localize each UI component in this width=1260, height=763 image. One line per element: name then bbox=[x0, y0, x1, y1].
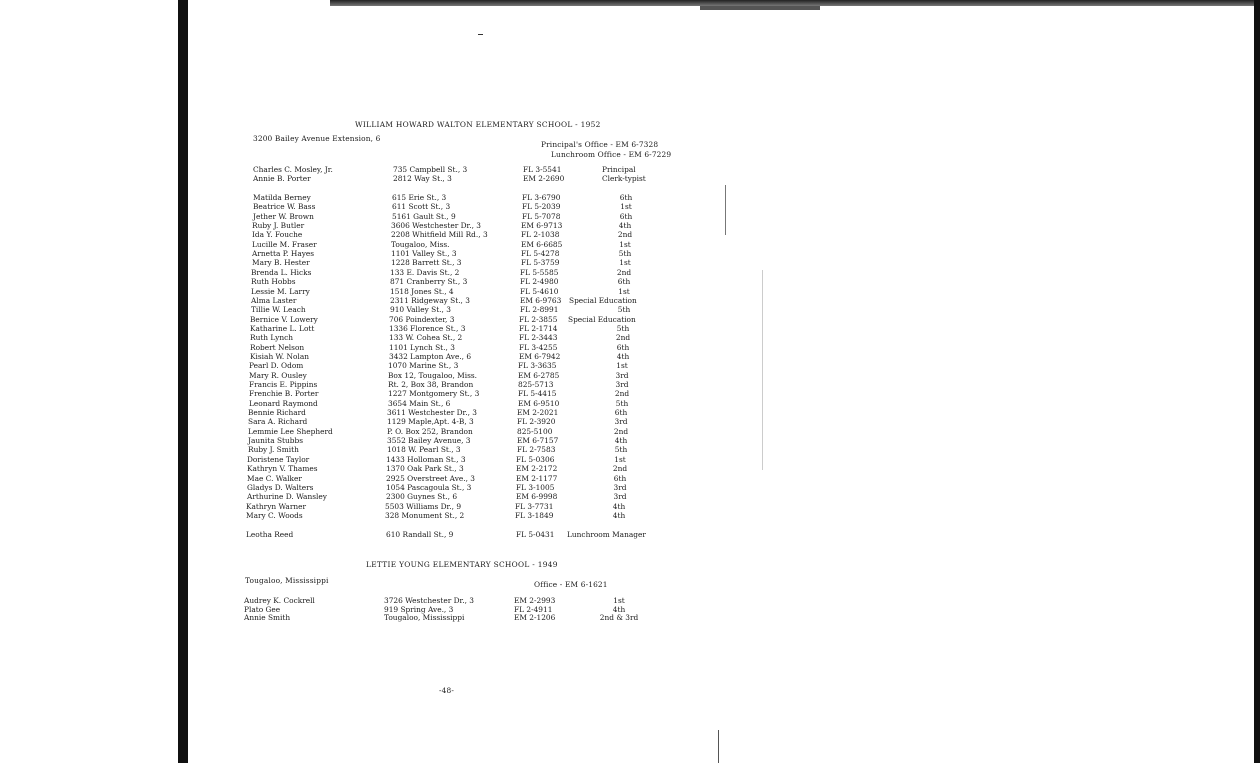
staff-address: 871 Cranberry St., 3 bbox=[390, 277, 468, 287]
staff-name: Sara A. Richard bbox=[248, 417, 308, 427]
table-row bbox=[0, 483, 760, 492]
staff-name: Annie B. Porter bbox=[253, 174, 311, 183]
staff-name: Ida Y. Fouche bbox=[252, 230, 303, 240]
staff-name: Tillie W. Leach bbox=[251, 305, 306, 315]
staff-phone: FL 2-4980 bbox=[520, 277, 559, 287]
staff-address: 1518 Jones St., 4 bbox=[390, 286, 454, 296]
staff-address: 2925 Overstreet Ave., 3 bbox=[386, 473, 475, 483]
staff-phone: EM 2-2021 bbox=[517, 408, 559, 418]
table-row bbox=[0, 455, 760, 464]
staff-phone: FL 3-5541 bbox=[523, 165, 562, 174]
table-row bbox=[0, 417, 760, 426]
staff-name: Ruth Hobbs bbox=[251, 277, 296, 287]
staff-name: Jether W. Brown bbox=[253, 211, 314, 221]
staff-name: Arthurine D. Wansley bbox=[247, 492, 327, 502]
staff-phone: FL 2-4911 bbox=[514, 604, 553, 614]
table-row bbox=[0, 352, 760, 361]
staff-phone: FL 5-0306 bbox=[516, 454, 555, 464]
table-row bbox=[0, 315, 760, 324]
table-row bbox=[0, 445, 760, 454]
staff-phone: FL 2-1038 bbox=[521, 230, 560, 240]
staff-address: Box 12, Tougaloo, Miss. bbox=[388, 370, 478, 380]
staff-phone: EM 6-9713 bbox=[521, 221, 563, 231]
table-row bbox=[0, 474, 760, 483]
table-row bbox=[0, 324, 760, 333]
table-row bbox=[0, 240, 760, 249]
staff-phone: FL 5-5585 bbox=[520, 267, 559, 277]
staff-address: 2812 Way St., 3 bbox=[393, 174, 452, 183]
table-row bbox=[0, 249, 760, 258]
staff-phone: EM 6-9510 bbox=[518, 398, 560, 408]
staff-phone: EM 6-7157 bbox=[517, 436, 559, 446]
staff-grade: 2nd bbox=[612, 464, 628, 474]
table-row bbox=[0, 221, 760, 230]
table-row bbox=[0, 408, 760, 417]
staff-address: Rt. 2, Box 38, Brandon bbox=[388, 380, 474, 389]
staff-name: Leonard Raymond bbox=[249, 398, 318, 408]
staff-address: 1370 Oak Park St., 3 bbox=[386, 464, 464, 474]
staff-name: Brenda L. Hicks bbox=[251, 267, 312, 277]
staff-phone: 825-5713 bbox=[518, 380, 554, 389]
staff-name: Kathryn Warner bbox=[246, 501, 307, 511]
staff-name: Audrey K. Cockrell bbox=[244, 596, 315, 605]
staff-address: 2311 Ridgeway St., 3 bbox=[390, 295, 470, 305]
staff-name: Gladys D. Walters bbox=[247, 482, 314, 492]
staff-grade: 4th bbox=[612, 510, 626, 520]
staff-address: 3432 Lampton Ave., 6 bbox=[389, 351, 472, 361]
table-row bbox=[0, 389, 760, 398]
staff-address: 610 Randall St., 9 bbox=[386, 530, 454, 539]
staff-address: 5503 Williams Dr., 9 bbox=[385, 501, 462, 511]
staff-phone: FL 3-1005 bbox=[516, 482, 555, 492]
staff-phone: EM 6-7942 bbox=[519, 351, 561, 361]
staff-grade: 5th bbox=[618, 249, 632, 259]
staff-address: 2300 Guynes St., 6 bbox=[386, 492, 458, 502]
staff-grade: 1st bbox=[613, 596, 625, 605]
staff-phone: FL 2-7583 bbox=[517, 445, 556, 455]
staff-grade: 1st bbox=[619, 239, 631, 249]
staff-grade: 1st bbox=[618, 286, 630, 296]
table-row bbox=[0, 511, 760, 520]
staff-grade: 6th bbox=[614, 408, 628, 418]
staff-name: Kathryn V. Thames bbox=[247, 464, 318, 474]
staff-grade: 2nd bbox=[616, 267, 632, 277]
staff-name: Pearl D. Odom bbox=[249, 361, 304, 371]
staff-phone: FL 5-4610 bbox=[520, 286, 559, 296]
page-number: -48- bbox=[439, 686, 454, 695]
staff-grade: 4th bbox=[614, 436, 628, 446]
staff-address: 919 Spring Ave., 3 bbox=[384, 604, 454, 614]
staff-address: 611 Scott St., 3 bbox=[392, 202, 451, 212]
staff-phone: FL 3-6790 bbox=[522, 193, 561, 202]
staff-phone: FL 5-7078 bbox=[522, 211, 561, 221]
school2-office-phone: Office - EM 6-1621 bbox=[534, 580, 608, 589]
staff-phone: FL 5-4278 bbox=[521, 249, 560, 259]
staff-grade: 2nd bbox=[614, 389, 630, 399]
staff-phone: EM 6-9998 bbox=[516, 492, 558, 502]
staff-name: Lessie M. Larry bbox=[251, 286, 310, 296]
staff-name: Arnetta P. Hayes bbox=[252, 249, 315, 259]
table-row bbox=[0, 174, 760, 183]
staff-address: 615 Erie St., 3 bbox=[392, 193, 447, 202]
staff-name: Jaunita Stubbs bbox=[248, 436, 304, 446]
staff-phone: FL 5-3759 bbox=[521, 258, 560, 268]
table-row bbox=[0, 502, 760, 511]
staff-phone: EM 6-2785 bbox=[518, 370, 560, 380]
staff-name: Bennie Richard bbox=[248, 408, 306, 418]
table-row bbox=[0, 305, 760, 314]
staff-grade: 5th bbox=[615, 398, 629, 408]
staff-address: 2208 Whitfield Mill Rd., 3 bbox=[391, 230, 488, 240]
staff-phone: FL 5-4415 bbox=[518, 389, 557, 399]
staff-role: Principal bbox=[602, 165, 636, 174]
staff-name: Mae C. Walker bbox=[247, 473, 302, 483]
table-row bbox=[0, 371, 760, 380]
staff-phone: FL 5-0431 bbox=[516, 530, 555, 539]
staff-address: 1336 Florence St., 3 bbox=[389, 323, 466, 333]
staff-phone: FL 2-3855 bbox=[519, 314, 558, 324]
staff-name: Charles C. Mosley, Jr. bbox=[253, 165, 333, 174]
staff-address: 1129 Maple,Apt. 4-B, 3 bbox=[387, 417, 474, 427]
table-row bbox=[0, 165, 760, 174]
staff-grade: 2nd bbox=[615, 333, 631, 343]
staff-name: Mary R. Ousley bbox=[249, 370, 307, 380]
staff-address: Tougaloo, Mississippi bbox=[384, 613, 465, 623]
staff-address: 328 Monument St., 2 bbox=[385, 510, 465, 520]
staff-grade: 6th bbox=[613, 473, 627, 483]
staff-grade: 3rd bbox=[613, 482, 627, 492]
table-row bbox=[0, 268, 760, 277]
staff-grade: 1st bbox=[614, 454, 626, 464]
staff-grade: 1st bbox=[620, 202, 632, 212]
lunchroom-office-phone: Lunchroom Office - EM 6-7229 bbox=[551, 150, 672, 159]
staff-address: 133 E. Davis St., 2 bbox=[390, 267, 460, 277]
table-row bbox=[0, 202, 760, 211]
staff-name: Kisiah W. Nolan bbox=[250, 351, 310, 361]
staff-name: Ruth Lynch bbox=[250, 333, 294, 343]
staff-grade: 3rd bbox=[615, 370, 629, 380]
table-row bbox=[0, 343, 760, 352]
principal-office-phone: Principal's Office - EM 6-7328 bbox=[541, 140, 659, 149]
staff-phone: EM 2-2993 bbox=[514, 596, 556, 605]
staff-address: 3552 Bailey Avenue, 3 bbox=[387, 436, 471, 446]
staff-grade: 6th bbox=[619, 211, 633, 221]
staff-address: 133 W. Cohea St., 2 bbox=[389, 333, 463, 343]
staff-phone: FL 3-7731 bbox=[515, 501, 554, 511]
staff-address: 3726 Westchester Dr., 3 bbox=[384, 596, 474, 605]
staff-name: Alma Laster bbox=[251, 295, 297, 305]
staff-name: Francis E. Pippins bbox=[249, 380, 318, 389]
school1-address: 3200 Bailey Avenue Extension, 6 bbox=[253, 134, 381, 143]
staff-role: Clerk-typist bbox=[602, 174, 646, 183]
staff-address: Tougaloo, Miss. bbox=[391, 239, 450, 249]
staff-grade: 2nd & 3rd bbox=[599, 613, 639, 623]
staff-phone: 825-5100 bbox=[517, 426, 553, 436]
staff-phone: EM 6-6685 bbox=[521, 239, 563, 249]
staff-phone: FL 3-3635 bbox=[518, 361, 557, 371]
table-row bbox=[0, 333, 760, 342]
staff-phone: EM 2-2690 bbox=[523, 174, 565, 183]
staff-grade: 4th bbox=[612, 604, 626, 614]
staff-grade: Special Education bbox=[568, 314, 636, 324]
staff-address: 1018 W. Pearl St., 3 bbox=[387, 445, 461, 455]
staff-role: Lunchroom Manager bbox=[567, 530, 646, 539]
staff-address: 3611 Westchester Dr., 3 bbox=[387, 408, 477, 418]
table-row bbox=[0, 399, 760, 408]
staff-grade: 5th bbox=[614, 445, 628, 455]
staff-name: Frenchie B. Porter bbox=[249, 389, 319, 399]
staff-grade: 6th bbox=[619, 193, 633, 202]
staff-phone: FL 2-3920 bbox=[517, 417, 556, 427]
staff-name: Ruby J. Smith bbox=[248, 445, 299, 455]
table-row bbox=[0, 361, 760, 370]
staff-phone: FL 3-4255 bbox=[519, 342, 558, 352]
staff-phone: FL 2-3443 bbox=[519, 333, 558, 343]
table-row bbox=[0, 380, 760, 389]
staff-name: Annie Smith bbox=[244, 613, 291, 623]
staff-name: Katharine L. Lott bbox=[250, 323, 315, 333]
staff-address: 1227 Montgomery St., 3 bbox=[388, 389, 480, 399]
table-row bbox=[0, 296, 760, 305]
table-row bbox=[0, 212, 760, 221]
staff-address: 706 Poindexter, 3 bbox=[389, 314, 455, 324]
staff-address: 735 Campbell St., 3 bbox=[393, 165, 468, 174]
staff-address: 3654 Main St., 6 bbox=[388, 398, 451, 408]
table-row bbox=[0, 230, 760, 239]
staff-grade: 6th bbox=[616, 342, 630, 352]
staff-name: Plato Gee bbox=[244, 604, 281, 614]
staff-name: Lemmie Lee Shepherd bbox=[248, 426, 333, 436]
staff-address: 3606 Westchester Dr., 3 bbox=[391, 221, 481, 231]
staff-phone: EM 2-1206 bbox=[514, 613, 556, 623]
table-row bbox=[0, 427, 760, 436]
staff-address: 1054 Pascagoula St., 3 bbox=[386, 482, 472, 492]
staff-grade: 2nd bbox=[617, 230, 633, 240]
staff-grade: 6th bbox=[617, 277, 631, 287]
school2-title: LETTIE YOUNG ELEMENTARY SCHOOL - 1949 bbox=[366, 560, 558, 569]
staff-name: Lucille M. Fraser bbox=[252, 239, 317, 249]
staff-address: 1101 Lynch St., 3 bbox=[389, 342, 455, 352]
staff-grade: Special Education bbox=[569, 295, 637, 305]
staff-name: Doristene Taylor bbox=[247, 454, 310, 464]
staff-address: 5161 Gault St., 9 bbox=[392, 211, 456, 221]
table-row bbox=[0, 613, 760, 622]
staff-grade: 3rd bbox=[615, 380, 629, 389]
staff-address: 910 Valley St., 3 bbox=[390, 305, 451, 315]
table-row bbox=[0, 530, 760, 539]
staff-phone: EM 2-2172 bbox=[516, 464, 558, 474]
table-row bbox=[0, 436, 760, 445]
staff-name: Mary C. Woods bbox=[246, 510, 303, 520]
table-row bbox=[0, 492, 760, 501]
staff-grade: 3rd bbox=[613, 492, 627, 502]
school1-title: WILLIAM HOWARD WALTON ELEMENTARY SCHOOL - 1952 bbox=[355, 120, 601, 129]
staff-grade: 3rd bbox=[614, 417, 628, 427]
staff-address: 1070 Marine St., 3 bbox=[388, 361, 459, 371]
staff-name: Matilda Berney bbox=[253, 193, 311, 202]
staff-grade: 1st bbox=[616, 361, 628, 371]
staff-grade: 1st bbox=[619, 258, 631, 268]
staff-phone: EM 6-9763 bbox=[520, 295, 562, 305]
staff-phone: FL 2-1714 bbox=[519, 323, 558, 333]
table-row bbox=[0, 464, 760, 473]
table-row bbox=[0, 193, 760, 202]
staff-phone: FL 3-1849 bbox=[515, 510, 554, 520]
staff-address: 1101 Valley St., 3 bbox=[391, 249, 457, 259]
staff-grade: 5th bbox=[617, 305, 631, 315]
staff-phone: FL 2-8991 bbox=[520, 305, 559, 315]
staff-grade: 4th bbox=[618, 221, 632, 231]
table-row bbox=[0, 258, 760, 267]
staff-address: 1228 Barrett St., 3 bbox=[391, 258, 462, 268]
staff-phone: FL 5-2039 bbox=[522, 202, 561, 212]
staff-name: Mary B. Hester bbox=[252, 258, 310, 268]
staff-name: Bernice V. Lowery bbox=[250, 314, 318, 324]
staff-grade: 4th bbox=[612, 501, 626, 511]
table-row bbox=[0, 287, 760, 296]
school2-address: Tougaloo, Mississippi bbox=[245, 576, 329, 585]
staff-address: P. O. Box 252, Brandon bbox=[387, 426, 473, 436]
staff-address: 1433 Holloman St., 3 bbox=[386, 454, 466, 464]
staff-name: Beatrice W. Bass bbox=[253, 202, 316, 212]
staff-grade: 2nd bbox=[613, 426, 629, 436]
staff-phone: EM 2-1177 bbox=[516, 473, 558, 483]
table-row bbox=[0, 277, 760, 286]
staff-name: Ruby J. Butler bbox=[252, 221, 305, 231]
staff-name: Robert Nelson bbox=[250, 342, 305, 352]
staff-name: Leotha Reed bbox=[246, 530, 294, 539]
staff-grade: 5th bbox=[616, 323, 630, 333]
staff-grade: 4th bbox=[616, 351, 630, 361]
